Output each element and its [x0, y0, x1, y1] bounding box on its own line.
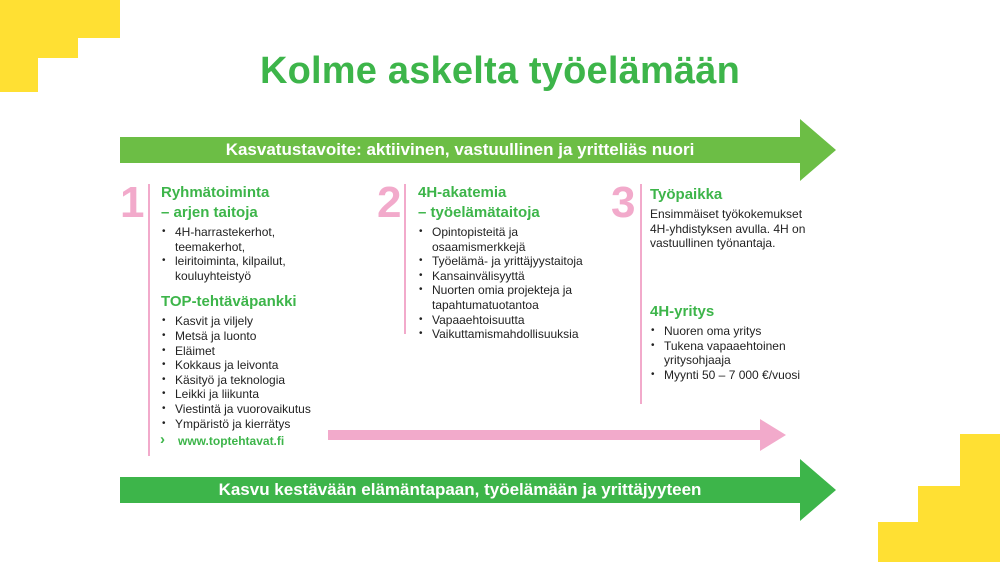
step-2-list: [418, 225, 588, 342]
step-1-list: [161, 225, 331, 283]
4h-yritys-heading: 4H-yritys: [650, 303, 715, 320]
step-3-divider: [640, 184, 642, 404]
list-item: • Työelämä- ja yrittäjyystaitoja: [418, 254, 588, 269]
list-item: • Viestintä ja vuorovaikutus: [161, 402, 331, 417]
list-item: • leiritoiminta, kilpailut, kouluyhteistyö: [161, 254, 331, 283]
list-item: • Leikki ja liikunta: [161, 387, 331, 402]
top-arrow-label: Kasvatustavoite: aktiivinen, vastuullinen ja yritteliäs nuori: [225, 140, 695, 159]
list-item: • Kokkaus ja leivonta: [161, 358, 331, 373]
chevron-right-icon: ›: [160, 431, 165, 448]
step-1-divider: [148, 184, 150, 456]
step-2-number: 2: [377, 178, 402, 227]
step-1-heading-line2: – arjen taitoja: [161, 204, 258, 221]
bottom-arrow-label: Kasvu kestävään elämäntapaan, työelämään ja yrittäjyyteen: [218, 480, 702, 499]
step-3-sub-column: [650, 302, 820, 382]
step-1-heading-line1: Ryhmätoiminta: [161, 184, 270, 201]
step-2-heading-line2: – työelämätaitoja: [418, 204, 540, 221]
top-tehtavapankki-heading: TOP-tehtäväpankki: [161, 293, 297, 311]
step-3-column: [650, 185, 820, 251]
step-2-divider: [404, 184, 406, 334]
list-item: • Ympäristö ja kierrätys: [161, 417, 331, 432]
list-item: • Eläimet: [161, 344, 331, 359]
step-2-heading-line1: 4H-akatemia: [418, 184, 507, 201]
tyopaikka-text: Ensimmäiset työkokemukset 4H-yhdistyksen avulla. 4H on vastuullinen työnantaja.: [650, 207, 806, 251]
step-1-sub-list: [161, 314, 331, 431]
toptehtavat-link[interactable]: www.toptehtavat.fi: [178, 434, 285, 448]
step-3-list: [650, 324, 820, 382]
step-3-number: 3: [611, 178, 636, 227]
step-2-heading: [418, 183, 588, 223]
list-item: • Nuorten omia projekteja ja tapahtumatuotantoa: [418, 283, 588, 312]
list-item: • Tukena vapaaehtoinen yritysohjaaja: [650, 339, 820, 368]
tyopaikka-heading: Työpaikka: [650, 186, 723, 203]
list-item: • Vapaaehtoisuutta: [418, 313, 588, 328]
yellow-steps-bottom-right: [878, 434, 1000, 562]
list-item: • Opintopisteitä ja osaamismerkkejä: [418, 225, 588, 254]
list-item: • Vaikuttamismahdollisuuksia: [418, 327, 588, 342]
list-item: • Metsä ja luonto: [161, 329, 331, 344]
list-item: • Nuoren oma yritys: [650, 324, 820, 339]
list-item: • 4H-harrastekerhot, teemakerhot,: [161, 225, 331, 254]
list-item: • Kansainvälisyyttä: [418, 269, 588, 284]
step-2-column: [418, 183, 588, 342]
pink-progress-arrow: [328, 418, 786, 452]
step-1-column: [161, 183, 331, 431]
step-1-number: 1: [120, 178, 145, 227]
list-item: • Kasvit ja viljely: [161, 314, 331, 329]
list-item: • Käsityö ja teknologia: [161, 373, 331, 388]
step-1-heading: [161, 183, 331, 223]
page-title: Kolme askelta työelämään: [259, 50, 741, 92]
list-item: • Myynti 50 – 7 000 €/vuosi: [650, 368, 820, 383]
